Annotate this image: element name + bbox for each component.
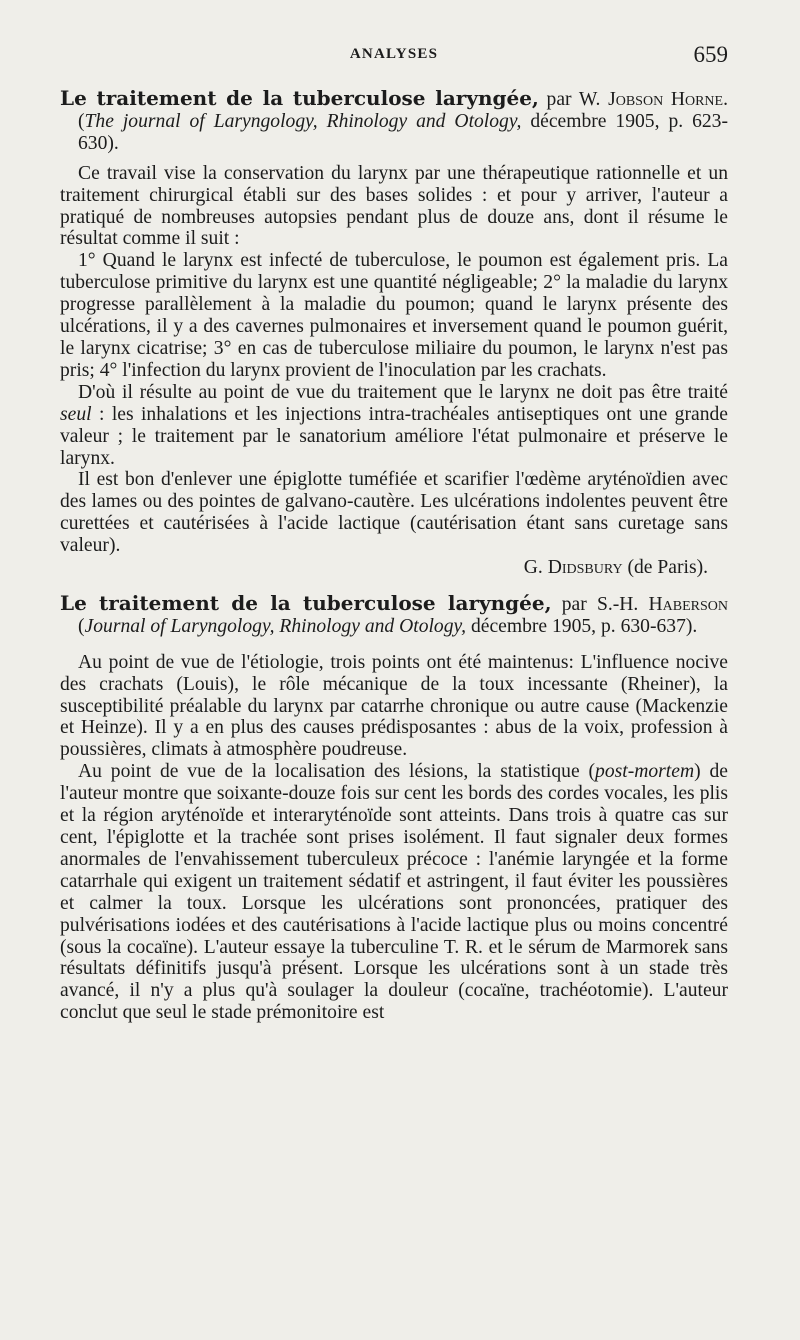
article-1-byline: par W.: [538, 89, 609, 110]
article-1-author: Jobson Horne: [608, 89, 724, 110]
article-1-paragraph: 1° Quand le larynx est infecté de tuberculose, le poumon est également pris. La tuberculose primitive du larynx est une quantité négligeable; 2° la maladie du larynx progresse parallèlement à la maladie du poumon; quand le larynx présente des ulcérations, il y a des cavernes pulmonaires et inversement quand le poumon guérit, le larynx cicatrise; 3° en cas de tuberculose miliaire du poumon, le larynx n'est pas pris; 4° l'infection du larynx provient de l'inoculation par les crachats.: [60, 250, 728, 381]
article-1-paragraph: Il est bon d'enlever une épiglotte tuméfiée et scarifier l'œdème aryténoïdien avec des lames ou des pointes de galvano-cautère. Les ulcérations indolentes peuvent être curettées et cautérisées à l'acide lactique (cautérisation étant sans curetage sans valeur).: [60, 469, 728, 557]
article-1-signature: [60, 557, 728, 579]
article-2-heading: [60, 590, 728, 638]
article-1-paragraph: [60, 382, 728, 470]
article-1-title: Le traitement de la tuberculose laryngée,: [60, 86, 539, 110]
article-2-byline: par S.-H.: [551, 593, 649, 615]
article-2-ref-pre: (: [78, 615, 85, 637]
article-1-p3-italic: seul: [60, 403, 92, 425]
signature-place: (de Paris).: [622, 557, 708, 579]
article-1-ref-post: décembre 1905, p. 623-630).: [78, 110, 728, 154]
article-1-ref-pre: . (: [78, 89, 728, 132]
page-header: [60, 42, 728, 72]
article-2-p2-pre: Au point de vue de la localisation des lésions, la statistique (: [78, 761, 596, 783]
article-1-paragraph: Ce travail vise la conservation du larynx par une thérapeutique rationnelle et un traitement chirurgical établi sur des bases solides : et pour y arriver, l'auteur a pratiqué de nombreuses autopsies pendant plus de douze ans, dont il résume le résultat comme il suit :: [60, 162, 728, 250]
article-2-ref-post: décembre 1905, p. 630-637).: [466, 615, 698, 637]
article-1: [60, 88, 728, 579]
page-body: [60, 88, 728, 1024]
running-title: ANALYSES: [349, 46, 439, 62]
article-1-journal: The journal of Laryngology, Rhinology and Otology,: [84, 110, 522, 132]
article-2-paragraph: [60, 761, 728, 1024]
article-1-p3-rest: : les inhalations et les injections intra-trachéales antiseptiques ont une grande valeur ; le traitement par le sanatorium améliore l'état pulmonaire et préserve le larynx.: [60, 403, 728, 469]
article-2-p2-italic: post-mortem: [595, 761, 695, 783]
article-2: [60, 590, 728, 1024]
signature-initial: G.: [523, 557, 548, 579]
article-2-journal: Journal of Laryngology, Rhinology and Otology,: [84, 615, 467, 637]
article-2-title: Le traitement de la tuberculose laryngée,: [60, 590, 552, 615]
article-2-p2-rest: ) de l'auteur montre que soixante-douze fois sur cent les bords des cordes vocales, les plis et la région aryténoïde et interaryténoïde sont atteints. Dans trois à quatre cas sur cent, l'épiglotte et la trachée sont prises isolément. Il faut signaler deux formes anormales de l'envahissement tuberculeux précoce : l'anémie laryngée et la forme catarrhale qui exigent un traitement sédatif et astringent, il faut éviter les poussières et calmer la toux. Lorsque les ulcérations sont prononcées, pratiquer des pulvérisations iodées et des cautérisations à l'acide lactique plus ou moins concentré (sous la cocaïne). L'auteur essaye la tuberculine T. R. et le sérum de Marmorek sans résultats définitifs jusqu'à présent. Lorsque les ulcérations sont à un stade très avancé, il n'y a plus qu'à soulager la douleur (cocaïne, trachéotomie). L'auteur conclut que seul le stade prémonitoire est: [60, 761, 728, 1024]
article-1-p3-text: D'où il résulte au point de vue du traitement que le larynx ne doit pas être traité: [78, 381, 728, 403]
article-1-heading: [60, 88, 728, 155]
signature-name: Didsbury: [547, 557, 623, 579]
page-number: 659: [693, 42, 728, 67]
article-2-author: Haberson: [648, 593, 728, 615]
article-2-paragraph: Au point de vue de l'étiologie, trois points ont été maintenus: L'influence nocive des crachats (Louis), le rôle mécanique de la toux incessante (Rheiner), la susceptibilité préalable du larynx par catarrhe chronique ou autre cause (Mackenzie et Heinze). Il y a en plus des causes prédisposantes : abus de la voix, profession à poussières, climats à atmosphère poudreuse.: [60, 651, 728, 761]
